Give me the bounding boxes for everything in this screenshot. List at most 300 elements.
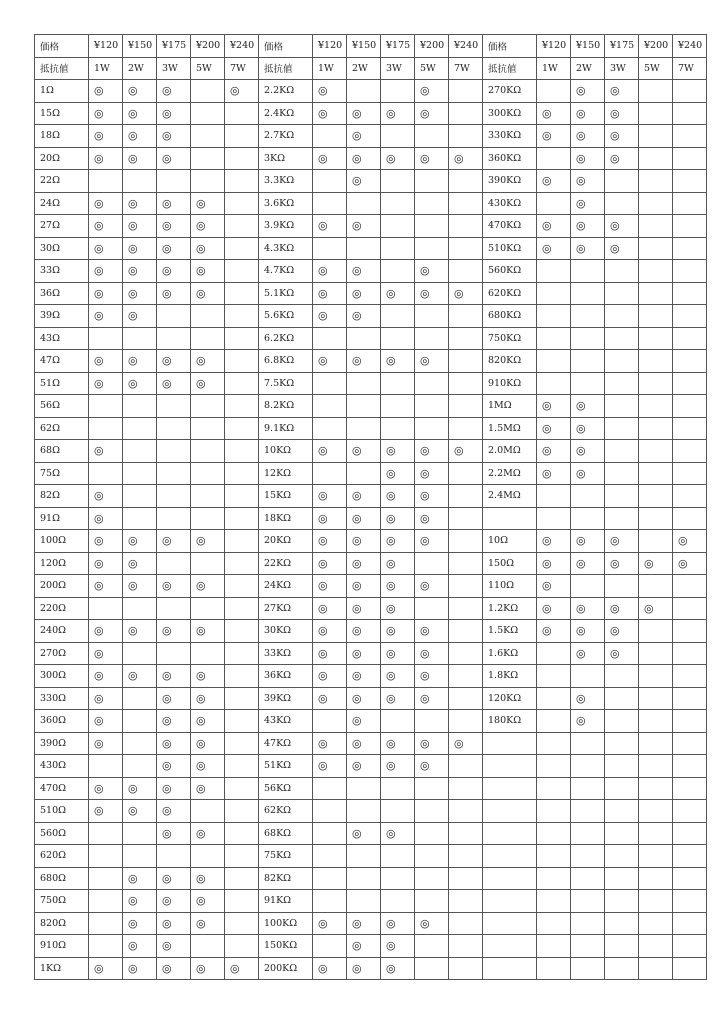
table-row (35, 822, 707, 845)
availability-mark: ◎ (89, 282, 123, 305)
availability-cell (191, 552, 225, 575)
availability-mark: ◎ (571, 530, 605, 553)
resistance-value-cell: 750Ω (35, 890, 89, 913)
availability-cell (157, 552, 191, 575)
availability-cell (639, 80, 673, 103)
availability-mark: ◎ (89, 80, 123, 103)
resistance-value-cell: 4.3KΩ (259, 237, 313, 260)
resistance-value-cell: 3.3KΩ (259, 170, 313, 193)
resistance-value-cell: 6.8KΩ (259, 350, 313, 373)
availability-mark: ◎ (537, 530, 571, 553)
availability-mark: ◎ (89, 350, 123, 373)
availability-cell (639, 867, 673, 890)
availability-cell (673, 935, 707, 958)
table-row (35, 800, 707, 823)
availability-cell (89, 170, 123, 193)
availability-cell (639, 417, 673, 440)
availability-cell (123, 687, 157, 710)
availability-mark: ◎ (571, 552, 605, 575)
availability-cell (381, 890, 415, 913)
availability-mark: ◎ (639, 597, 673, 620)
price-label: 価格 (483, 35, 537, 58)
availability-mark: ◎ (89, 305, 123, 328)
resistance-value-cell: 30KΩ (259, 620, 313, 643)
availability-cell (537, 935, 571, 958)
resistance-value-cell: 330Ω (35, 687, 89, 710)
resistance-value-cell: 200KΩ (259, 957, 313, 980)
availability-mark: ◎ (415, 575, 449, 598)
availability-cell (537, 957, 571, 980)
availability-cell (449, 642, 483, 665)
resistance-value-cell: 560KΩ (483, 260, 537, 283)
availability-mark: ◎ (313, 552, 347, 575)
availability-cell (225, 395, 259, 418)
resistance-value-cell: 15Ω (35, 102, 89, 125)
availability-cell (639, 822, 673, 845)
resistance-value-cell: 18Ω (35, 125, 89, 148)
availability-cell (347, 462, 381, 485)
availability-mark: ◎ (123, 282, 157, 305)
availability-cell (673, 440, 707, 463)
table-row (35, 170, 707, 193)
resistance-value-cell: 470Ω (35, 777, 89, 800)
availability-cell (449, 597, 483, 620)
availability-cell (381, 710, 415, 733)
availability-cell (605, 957, 639, 980)
availability-mark: ◎ (537, 552, 571, 575)
availability-mark: ◎ (571, 170, 605, 193)
table-row (35, 102, 707, 125)
availability-cell (191, 485, 225, 508)
availability-cell (89, 935, 123, 958)
availability-cell (191, 507, 225, 530)
availability-cell (673, 417, 707, 440)
availability-mark: ◎ (123, 237, 157, 260)
availability-mark: ◎ (449, 440, 483, 463)
availability-mark: ◎ (313, 597, 347, 620)
availability-cell (415, 372, 449, 395)
availability-mark: ◎ (347, 620, 381, 643)
availability-cell (639, 440, 673, 463)
price-header-cell: ¥120 (89, 35, 123, 58)
table-row (35, 192, 707, 215)
availability-cell (313, 125, 347, 148)
availability-cell (537, 777, 571, 800)
availability-cell (571, 755, 605, 778)
availability-mark: ◎ (537, 440, 571, 463)
availability-mark: ◎ (157, 372, 191, 395)
availability-cell (313, 462, 347, 485)
availability-cell (673, 507, 707, 530)
availability-mark: ◎ (191, 957, 225, 980)
resistance-value-cell: 10Ω (483, 530, 537, 553)
resistance-value-cell: 330KΩ (483, 125, 537, 148)
resistance-value-cell: 51KΩ (259, 755, 313, 778)
availability-mark: ◎ (415, 350, 449, 373)
table-row (35, 777, 707, 800)
wattage-header-cell: 2W (123, 57, 157, 80)
resistance-value-cell: 360Ω (35, 710, 89, 733)
availability-cell (89, 755, 123, 778)
availability-cell (123, 485, 157, 508)
availability-cell (191, 800, 225, 823)
availability-mark: ◎ (381, 552, 415, 575)
availability-cell (571, 575, 605, 598)
availability-mark: ◎ (415, 440, 449, 463)
availability-mark: ◎ (157, 912, 191, 935)
table-row (35, 237, 707, 260)
availability-mark: ◎ (347, 575, 381, 598)
resistance-value-cell: 68KΩ (259, 822, 313, 845)
availability-cell (673, 192, 707, 215)
availability-cell (225, 102, 259, 125)
availability-mark: ◎ (89, 665, 123, 688)
availability-cell (415, 237, 449, 260)
availability-cell (381, 395, 415, 418)
availability-cell (225, 192, 259, 215)
availability-cell (605, 462, 639, 485)
availability-mark: ◎ (605, 237, 639, 260)
availability-cell (415, 822, 449, 845)
table-row (35, 372, 707, 395)
availability-cell (605, 710, 639, 733)
availability-mark: ◎ (673, 530, 707, 553)
availability-mark: ◎ (191, 777, 225, 800)
resistance-value-cell: 3KΩ (259, 147, 313, 170)
availability-cell (381, 215, 415, 238)
availability-cell (605, 485, 639, 508)
availability-cell (673, 777, 707, 800)
availability-cell (89, 417, 123, 440)
availability-mark: ◎ (89, 215, 123, 238)
availability-cell (381, 417, 415, 440)
availability-cell (449, 395, 483, 418)
price-header-cell: ¥175 (157, 35, 191, 58)
availability-cell (123, 417, 157, 440)
availability-mark: ◎ (157, 777, 191, 800)
availability-cell (89, 867, 123, 890)
resistance-value-cell: 3.9KΩ (259, 215, 313, 238)
availability-cell (571, 485, 605, 508)
availability-cell (313, 800, 347, 823)
availability-mark: ◎ (381, 665, 415, 688)
availability-mark: ◎ (537, 575, 571, 598)
table-row (35, 575, 707, 598)
availability-mark: ◎ (191, 192, 225, 215)
resistance-value-cell: 91KΩ (259, 890, 313, 913)
resistance-value-cell: 27KΩ (259, 597, 313, 620)
availability-cell (639, 800, 673, 823)
availability-mark: ◎ (157, 620, 191, 643)
price-header-cell: ¥200 (415, 35, 449, 58)
availability-cell (225, 215, 259, 238)
availability-cell (313, 867, 347, 890)
availability-mark: ◎ (347, 305, 381, 328)
availability-mark: ◎ (89, 260, 123, 283)
resistance-value-cell: 20KΩ (259, 530, 313, 553)
resistance-value-cell: 24Ω (35, 192, 89, 215)
availability-mark: ◎ (571, 192, 605, 215)
availability-cell (191, 642, 225, 665)
availability-mark: ◎ (415, 912, 449, 935)
price-header-cell: ¥120 (313, 35, 347, 58)
availability-cell (225, 710, 259, 733)
availability-cell (415, 305, 449, 328)
availability-cell (537, 485, 571, 508)
availability-mark: ◎ (157, 350, 191, 373)
availability-mark: ◎ (191, 755, 225, 778)
availability-cell (225, 350, 259, 373)
availability-mark: ◎ (415, 147, 449, 170)
availability-cell (673, 282, 707, 305)
availability-cell (449, 800, 483, 823)
availability-cell (89, 845, 123, 868)
resistance-value-cell: 120Ω (35, 552, 89, 575)
resistance-value-cell (483, 935, 537, 958)
availability-cell (639, 305, 673, 328)
resistance-value-cell: 1.5MΩ (483, 417, 537, 440)
resistance-value-cell: 100KΩ (259, 912, 313, 935)
availability-cell (381, 305, 415, 328)
availability-cell (415, 890, 449, 913)
availability-cell (157, 395, 191, 418)
availability-mark: ◎ (571, 395, 605, 418)
availability-mark: ◎ (157, 822, 191, 845)
price-header-cell: ¥150 (123, 35, 157, 58)
availability-cell (537, 912, 571, 935)
availability-cell (449, 102, 483, 125)
resistance-value-cell: 300Ω (35, 665, 89, 688)
resistance-value-cell: 820Ω (35, 912, 89, 935)
availability-cell (537, 327, 571, 350)
availability-cell (191, 395, 225, 418)
availability-cell (673, 350, 707, 373)
resistance-value-cell (483, 732, 537, 755)
availability-mark: ◎ (89, 237, 123, 260)
availability-cell (537, 282, 571, 305)
resistance-value-cell: 75Ω (35, 462, 89, 485)
availability-cell (225, 867, 259, 890)
availability-cell (225, 777, 259, 800)
availability-cell (225, 530, 259, 553)
availability-cell (571, 867, 605, 890)
availability-mark: ◎ (415, 620, 449, 643)
availability-mark: ◎ (381, 822, 415, 845)
availability-cell (89, 890, 123, 913)
wattage-header-cell: 1W (89, 57, 123, 80)
availability-mark: ◎ (313, 957, 347, 980)
availability-cell (449, 755, 483, 778)
availability-mark: ◎ (571, 237, 605, 260)
availability-cell (123, 822, 157, 845)
availability-cell (537, 890, 571, 913)
availability-cell (605, 170, 639, 193)
resistance-value-cell: 5.6KΩ (259, 305, 313, 328)
availability-cell (313, 935, 347, 958)
availability-mark: ◎ (347, 170, 381, 193)
availability-mark: ◎ (571, 642, 605, 665)
availability-cell (313, 710, 347, 733)
availability-cell (381, 80, 415, 103)
availability-cell (449, 305, 483, 328)
resistance-label: 抵抗値 (35, 57, 89, 80)
availability-mark: ◎ (157, 215, 191, 238)
availability-cell (381, 237, 415, 260)
availability-cell (571, 327, 605, 350)
availability-cell (381, 867, 415, 890)
availability-cell (225, 575, 259, 598)
availability-cell (381, 260, 415, 283)
availability-mark: ◎ (537, 395, 571, 418)
availability-cell (537, 665, 571, 688)
availability-mark: ◎ (537, 215, 571, 238)
availability-mark: ◎ (347, 957, 381, 980)
table-row (35, 642, 707, 665)
resistance-value-cell: 100Ω (35, 530, 89, 553)
availability-cell (191, 417, 225, 440)
availability-cell (673, 597, 707, 620)
availability-mark: ◎ (415, 485, 449, 508)
availability-cell (123, 462, 157, 485)
availability-cell (415, 327, 449, 350)
availability-cell (673, 485, 707, 508)
availability-cell (191, 845, 225, 868)
resistance-value-cell: 470KΩ (483, 215, 537, 238)
availability-mark: ◎ (225, 957, 259, 980)
availability-mark: ◎ (89, 102, 123, 125)
availability-mark: ◎ (381, 597, 415, 620)
availability-cell (157, 597, 191, 620)
availability-cell (605, 890, 639, 913)
availability-mark: ◎ (191, 710, 225, 733)
wattage-header-cell: 2W (571, 57, 605, 80)
availability-cell (537, 192, 571, 215)
availability-cell (313, 192, 347, 215)
availability-mark: ◎ (347, 665, 381, 688)
availability-cell (415, 597, 449, 620)
availability-mark: ◎ (123, 102, 157, 125)
availability-cell (347, 395, 381, 418)
availability-mark: ◎ (157, 800, 191, 823)
resistance-value-cell: 6.2KΩ (259, 327, 313, 350)
availability-mark: ◎ (381, 485, 415, 508)
availability-mark: ◎ (605, 530, 639, 553)
availability-cell (571, 957, 605, 980)
availability-cell (673, 687, 707, 710)
resistance-value-cell: 18KΩ (259, 507, 313, 530)
availability-cell (673, 957, 707, 980)
availability-mark: ◎ (313, 665, 347, 688)
availability-mark: ◎ (89, 710, 123, 733)
availability-cell (639, 912, 673, 935)
resistance-value-cell: 24KΩ (259, 575, 313, 598)
resistance-value-cell: 750KΩ (483, 327, 537, 350)
availability-mark: ◎ (381, 282, 415, 305)
availability-cell (415, 170, 449, 193)
availability-mark: ◎ (537, 237, 571, 260)
availability-cell (673, 215, 707, 238)
resistance-value-cell: 7.5KΩ (259, 372, 313, 395)
availability-cell (191, 170, 225, 193)
availability-mark: ◎ (89, 485, 123, 508)
availability-mark: ◎ (157, 260, 191, 283)
resistance-value-cell: 56Ω (35, 395, 89, 418)
availability-mark: ◎ (381, 147, 415, 170)
availability-cell (673, 732, 707, 755)
availability-cell (639, 755, 673, 778)
table-row (35, 260, 707, 283)
availability-mark: ◎ (605, 102, 639, 125)
availability-cell (381, 372, 415, 395)
availability-cell (415, 192, 449, 215)
availability-cell (123, 507, 157, 530)
table-row (35, 440, 707, 463)
availability-cell (191, 935, 225, 958)
resistance-value-cell (483, 890, 537, 913)
availability-cell (639, 777, 673, 800)
availability-cell (157, 327, 191, 350)
availability-cell (449, 327, 483, 350)
table-row (35, 305, 707, 328)
availability-cell (449, 957, 483, 980)
availability-cell (673, 372, 707, 395)
availability-cell (449, 822, 483, 845)
availability-cell (449, 867, 483, 890)
availability-cell (673, 890, 707, 913)
table-row (35, 350, 707, 373)
availability-cell (123, 440, 157, 463)
availability-cell (415, 777, 449, 800)
resistance-value-cell: 82Ω (35, 485, 89, 508)
availability-mark: ◎ (415, 507, 449, 530)
resistance-value-cell: 1.2KΩ (483, 597, 537, 620)
availability-mark: ◎ (605, 620, 639, 643)
availability-cell (191, 80, 225, 103)
table-row (35, 665, 707, 688)
availability-cell (225, 642, 259, 665)
availability-cell (639, 575, 673, 598)
table-row (35, 462, 707, 485)
availability-cell (415, 957, 449, 980)
availability-mark: ◎ (313, 575, 347, 598)
availability-mark: ◎ (537, 417, 571, 440)
table-row (35, 395, 707, 418)
availability-mark: ◎ (605, 597, 639, 620)
price-header-cell: ¥240 (673, 35, 707, 58)
availability-cell (673, 237, 707, 260)
availability-cell (225, 507, 259, 530)
availability-cell (605, 372, 639, 395)
availability-cell (673, 80, 707, 103)
availability-mark: ◎ (381, 350, 415, 373)
availability-mark: ◎ (157, 935, 191, 958)
availability-mark: ◎ (313, 147, 347, 170)
resistance-value-cell: 33KΩ (259, 642, 313, 665)
availability-cell (157, 417, 191, 440)
resistance-value-cell: 15KΩ (259, 485, 313, 508)
resistance-value-cell: 43Ω (35, 327, 89, 350)
availability-cell (313, 822, 347, 845)
availability-mark: ◎ (157, 957, 191, 980)
resistance-value-cell: 270KΩ (483, 80, 537, 103)
resistance-value-cell: 360KΩ (483, 147, 537, 170)
availability-mark: ◎ (313, 732, 347, 755)
wattage-header-cell: 7W (449, 57, 483, 80)
availability-mark: ◎ (571, 417, 605, 440)
availability-cell (639, 125, 673, 148)
availability-mark: ◎ (123, 665, 157, 688)
resistance-value-cell: 620KΩ (483, 282, 537, 305)
